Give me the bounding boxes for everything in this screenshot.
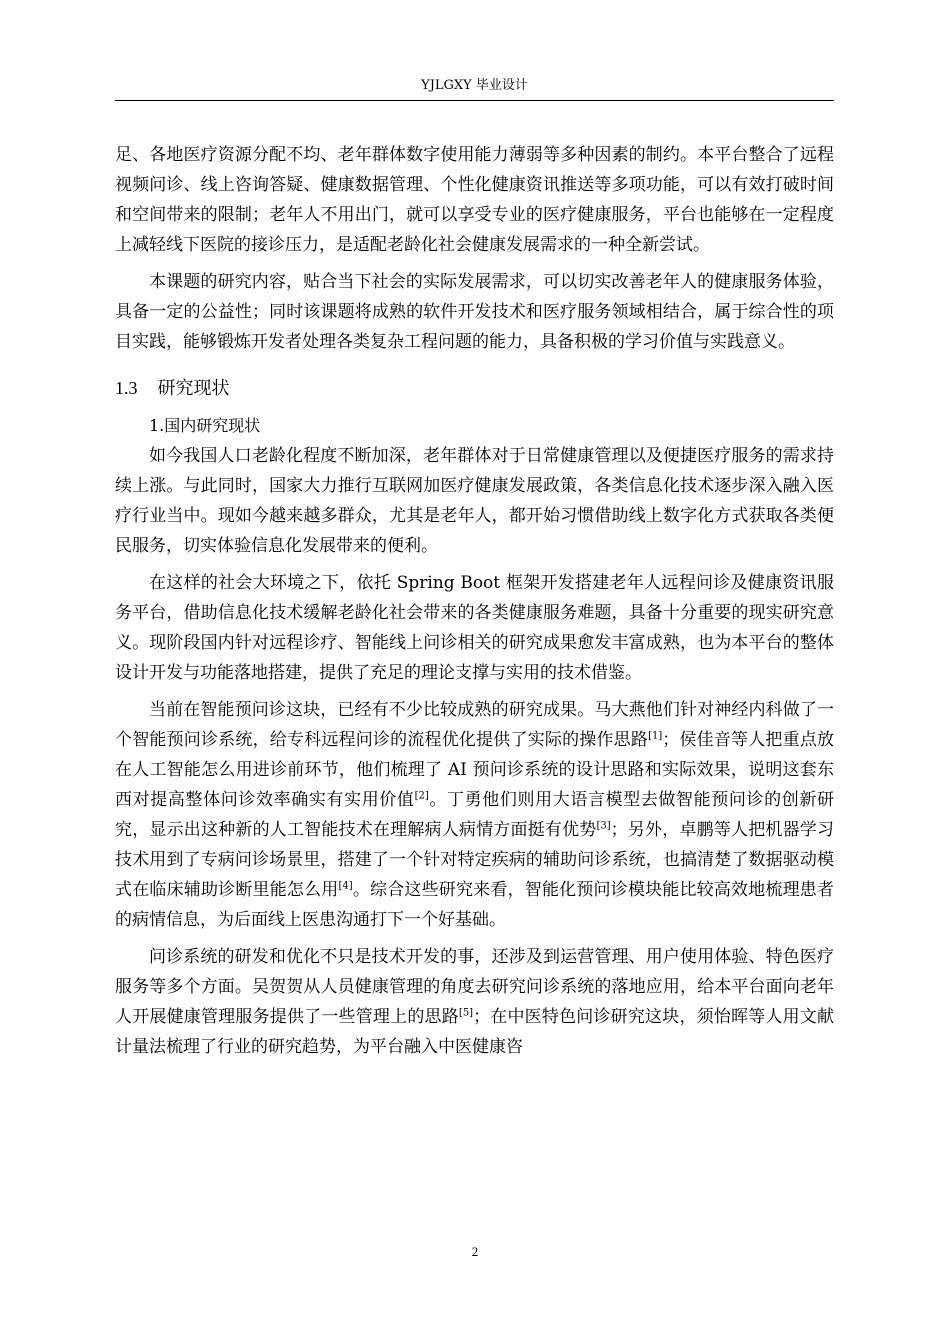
subsection-heading: 1.国内研究现状 [149, 416, 261, 435]
paragraph-significance-2: 在这样的社会大环境之下，依托 Spring Boot 框架开发搭建老年人远程问诊及健康资讯服务平台，借助信息化技术缓解老龄化社会带来的各类健康服务难题，具备十分重要的现实研究意义。现阶段国内针对远程诊疗、智能线上问诊相关的研究成果愈发丰富成熟，也为本平台的整体设计开发与功能落地搭建，提供了充足的理论支撑与实用的技术借鉴。 [115, 573, 834, 683]
text-segment: ；侯佳音等人把重点放在人工智能怎么用进诊前环节，他们梳理了 AI 预问诊系统的设计思路和实际效果，说明这套东西对提高整体问诊效率确实有实用价值 [115, 730, 835, 810]
section-title: 研究现状 [157, 378, 230, 399]
text-segment: 问诊系统的研发和优化不只是技术开发的事，还涉及到运营管理、用户使用体验、特色医疗服务等多个方面。吴贺贺从人员健康管理的角度去研究问诊系统的落地应用，给本平台面向老年人开展健康管理服务提供了一些管理上的思路 [115, 947, 834, 1027]
section-heading [115, 373, 834, 404]
citation-2: [2] [414, 790, 429, 802]
paragraph-background: 如今我国人口老龄化程度不断加深，老年群体对于日常健康管理以及便捷医疗服务的需求持续上涨。与此同时，国家大力推行互联网加医疗健康发展政策，各类信息化技术逐步深入融入医疗行业当中。现如今越来越多群众，尤其是老年人，都开始习惯借助线上数字化方式获取各类便民服务，切实体验信息化发展带来的便利。 [115, 446, 834, 556]
header-divider [115, 100, 834, 101]
paragraph-continued: 足、各地医疗资源分配不均、老年群体数字使用能力薄弱等多种因素的制约。本平台整合了远程视频问诊、线上咨询答疑、健康数据管理、个性化健康资讯推送等多项功能，可以有效打破时间和空间带来的限制；老年人不用出门，就可以享受专业的医疗健康服务，平台也能够在一定程度上减轻线下医院的接诊压力，是适配老龄化社会健康发展需求的一种全新尝试。 [115, 145, 834, 255]
page-body [115, 140, 834, 1062]
citation-4: [4] [338, 880, 353, 892]
paragraph-significance: 本课题的研究内容，贴合当下社会的实际发展需求，可以切实改善老年人的健康服务体验，具备一定的公益性；同时该课题将成熟的软件开发技术和医疗服务领域相结合，属于综合性的项目实践，能够锻炼开发者处理各类复杂工程问题的能力，具备积极的学习价值与实践意义。 [115, 272, 834, 352]
citation-5: [5] [458, 1007, 474, 1019]
citation-3: [3] [596, 820, 611, 832]
text-segment: ；在中医特色问诊研究这块，须怡晖等人用文献计量法梳理了行业的研究趋势，为平台融入中医健康咨 [115, 1007, 835, 1057]
paragraph-system-optimization [115, 942, 834, 1062]
text-segment: 当前在智能预问诊这块，已经有不少比较成熟的研究成果。马大燕他们针对神经内科做了一个智能预问诊系统，给专科远程问诊的流程优化提供了实际的操作思路 [115, 700, 834, 750]
text-segment: 。综合这些研究来看，智能化预问诊模块能比较高效地梳理患者的病情信息，为后面线上医患沟通打下一个好基础。 [115, 880, 835, 930]
running-header: YJLGXY 毕业设计 [421, 78, 528, 93]
text-segment: ；另外，卓鹏等人把机器学习技术用到了专病问诊场景里，搭建了一个针对特定疾病的辅助问诊系统，也搞清楚了数据驱动模式在临床辅助诊断里能怎么用 [115, 820, 835, 900]
page-number: 2 [471, 1244, 479, 1259]
paragraph-prediagnosis [115, 695, 834, 935]
citation-1: [1] [648, 730, 663, 742]
text-segment: 。丁勇他们则用大语言模型去做智能预问诊的创新研究，显示出这种新的人工智能技术在理解病人病情方面挺有优势 [115, 790, 835, 840]
section-number: 1.3 [115, 378, 138, 398]
